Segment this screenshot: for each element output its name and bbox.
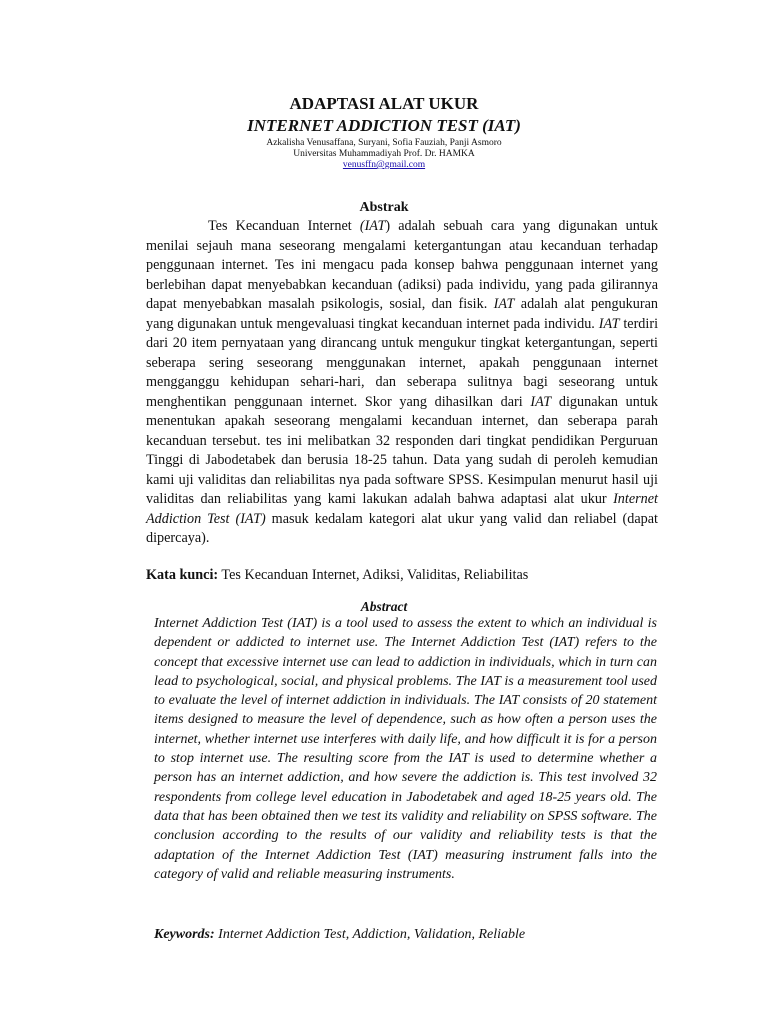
kata-kunci-label: Kata kunci: <box>146 567 219 583</box>
kata-kunci-line <box>146 566 666 586</box>
paper-title: ADAPTASI ALAT UKUR <box>289 94 479 113</box>
keywords-text: Internet Addiction Test, Addiction, Validation, Reliable <box>214 927 526 942</box>
abstrak-segment: masuk kedalam kategori alat ukur yang valid dan reliabel (dapat dipercaya). <box>146 510 658 546</box>
kata-kunci-text: Tes Kecanduan Internet, Adiksi, Validitas, Reliabilitas <box>218 567 529 583</box>
abstract-body: Internet Addiction Test (IAT) is a tool used to assess the extent to which an individual is dependent or addicted to internet use. The Internet Addiction Test (IAT) refers to the concept that excessive internet use can lead to addiction in individuals, which in turn can lead to psychological, social, and physical problems. The IAT is a measurement tool used to evaluate the level of internet addiction in individuals. The IAT consists of 20 statement items designed to measure the level of dependence, such as how often a person uses the internet, whether internet use interferes with daily life, and how difficult it is for a person to stop internet use. The resulting score from the IAT is used to determine whether a person has an internet addiction, and how severe the addiction is. This test involved 32 respondents from college level education in Jabodetabek and aged 18-25 years old. The data that has been obtained then we test its validity and reliability on SPSS software. The conclusion according to the results of our validity and reliability tests is that the adaptation of the Internet Addiction Test (IAT) measuring instrument falls into the category of valid and reliable measuring instruments. <box>154 616 657 882</box>
abstrak-segment: terdiri dari 20 item pernyataan yang dirancang untuk mengukur tingkat ketergantungan, seperti seberapa sering seseorang menggunakan internet, apakah penggunaan internet mengganggu kehidupan sehari-hari, dan seberapa sulitnya bagi seseorang untuk menghentikan penggunaan internet. Skor yang dihasilkan dari <box>146 315 659 410</box>
affiliation: Universitas Muhammadiyah Prof. Dr. HAMKA <box>293 149 475 159</box>
email-link[interactable]: venusffn@gmail.com <box>342 160 426 170</box>
abstrak-segment: Internet Addiction Test (IAT) <box>146 491 658 527</box>
paper-subtitle: INTERNET ADDICTION TEST (IAT) <box>247 116 521 135</box>
abstrak-segment: IAT <box>493 296 515 312</box>
abstrak-segment: (IAT <box>359 218 386 234</box>
abstract-heading: Abstract <box>360 599 408 614</box>
abstrak-segment: adalah alat pengukuran yang digunakan untuk mengevaluasi tingkat kecanduan internet pada individu. <box>146 296 658 332</box>
abstrak-segment: IAT <box>598 315 620 332</box>
abstrak-segment: Tes Kecanduan Internet <box>208 218 360 234</box>
abstrak-segment: ) adalah sebuah cara yang digunakan untuk menilai sejauh mana seseorang mengalami ketergantungan atau kecanduan terhadap penggunaan internet. Tes ini mengacu pada konsep bahwa penggunaan internet yang berlebihan dapat menyebabkan kecanduan (adiksi) pada individu, yang pada gilirannya dapat menyebabkan masalah psikologis, sosial, dan fisik. <box>146 218 658 312</box>
keywords-label: Keywords: <box>154 927 215 942</box>
abstrak-heading: Abstrak <box>359 200 409 215</box>
keywords-line <box>154 925 674 944</box>
abstrak-segment: IAT <box>530 393 552 410</box>
abstrak-body <box>146 217 658 549</box>
author-list: Azkalisha Venusaffana, Suryani, Sofia Fauziah, Panji Asmoro <box>266 138 502 148</box>
abstrak-segment: digunakan untuk menentukan apakah seseorang mengalami kecanduan internet, dan seberapa parah kecanduan tersebut. tes ini melibatkan 32 responden dari tingkat pendidikan Perguruan Tinggi di Jabodetabek dan berusia 18-25 tahun. Data yang sudah di peroleh kemudian kami uji validitas dan reliabilitas nya pada software SPSS. Kesimpulan menurut hasil uji validitas dan reliabilitas yang kami lakukan adalah bahwa adaptasi alat ukur <box>146 393 658 507</box>
